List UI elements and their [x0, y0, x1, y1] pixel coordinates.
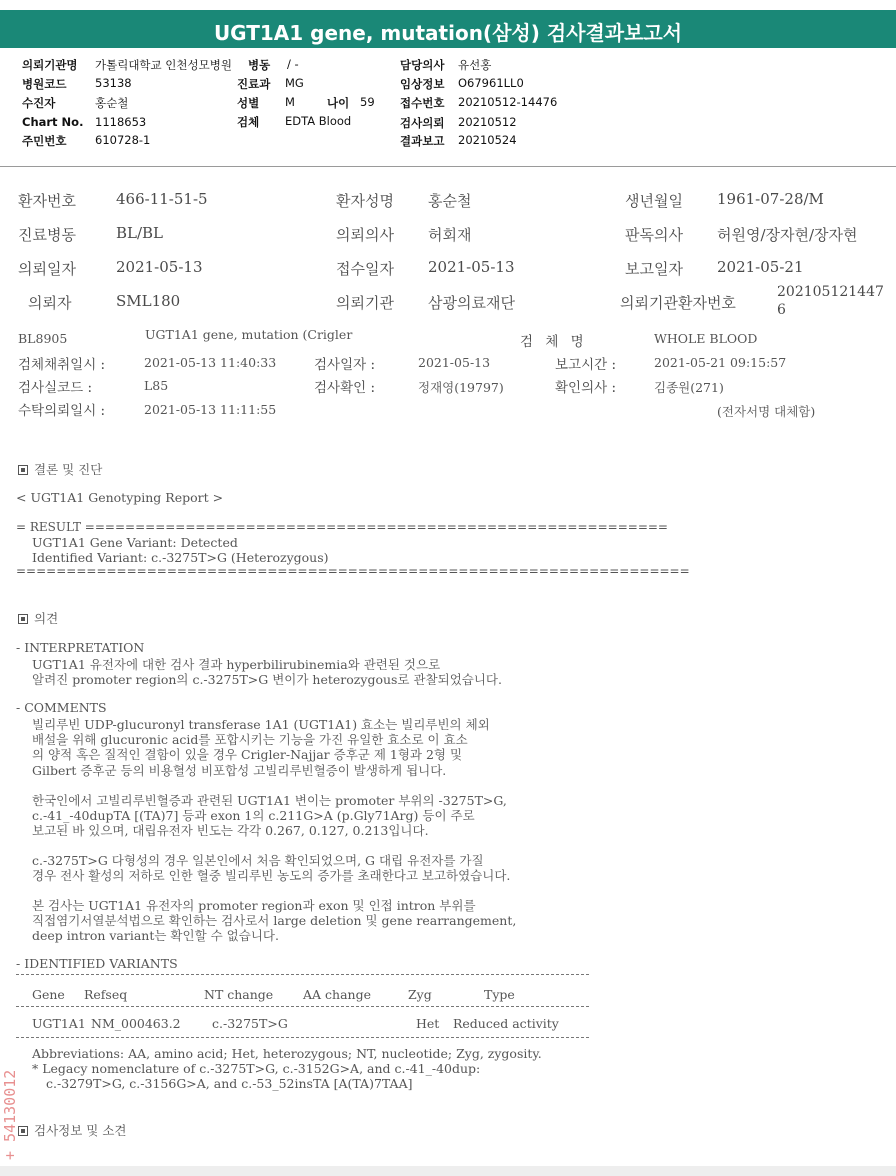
report-date-label: 보고일자 [625, 260, 683, 278]
variants-title: - IDENTIFIED VARIANTS [16, 956, 178, 971]
chart-value: 1118653 [95, 115, 147, 129]
interp-line-1: UGT1A1 유전자에 대한 검사 결과 hyperbilirubinemia와 관련된 것으로 [32, 657, 441, 672]
table-bottom-rule [16, 1037, 589, 1038]
accession-label: 접수번호 [400, 96, 445, 110]
comment-line-4: Gilbert 증후군 등의 비용혈성 비포합성 고빌리루빈혈증이 발생하게 됩니다. [32, 763, 447, 778]
room-label: 검사실코드 : [18, 380, 93, 396]
ward-label-2: 진료병동 [18, 226, 76, 244]
th-aa-change: AA change [303, 987, 371, 1002]
sex-value: M [285, 95, 295, 109]
req-org-label: 의뢰기관 [336, 294, 394, 312]
th-zyg: Zyg [408, 987, 432, 1002]
patient-no-value: 466-11-51-5 [116, 190, 208, 208]
age-label: 나이 [327, 96, 350, 110]
comment-line-10: 본 검사는 UGT1A1 유전자의 promoter region과 exon 및 인접 intron 부위를 [32, 898, 476, 913]
result-end: =================================================================== [16, 564, 690, 578]
esign-note: (전자서명 대체함) [717, 404, 816, 419]
receiver-label: 수진자 [22, 96, 56, 110]
reporttime-value: 2021-05-21 09:15:57 [654, 355, 787, 370]
req-doctor-label: 의뢰의사 [336, 226, 394, 244]
comment-line-8: c.-3275T>G 다형성의 경우 일본인에서 처음 확인되었으며, G 대립 유전자를 가질 [32, 853, 484, 868]
info-heading: 검사정보 및 소견 [18, 1121, 126, 1139]
th-type: Type [484, 987, 515, 1002]
th-refseq: Refseq [84, 987, 128, 1002]
specimen-label: 검체 [237, 115, 260, 129]
result-identified: Identified Variant: c.-3275T>G (Heterozygous) [32, 550, 329, 565]
doctor-label: 담당의사 [400, 58, 445, 72]
patient-no-label: 환자번호 [18, 192, 76, 210]
clinical-value: O67961LL0 [458, 76, 524, 90]
request-value: 20210512 [458, 115, 517, 129]
side-stamp-text: + 54130012 [1, 1069, 19, 1160]
interp-line-2: 알려진 promoter region의 c.-3275T>G 변이가 heterozygous로 관찰되었습니다. [32, 672, 502, 687]
result-gene: UGT1A1 Gene Variant: Detected [32, 535, 238, 550]
org-patient-no-value-cont: 6 [777, 302, 786, 318]
specimen-value: EDTA Blood [285, 114, 352, 128]
comment-line-2: 배설을 위해 glucuronic acid를 포합시키는 기능을 가진 유일한 효소로 이 효소 [32, 732, 468, 747]
th-gene: Gene [32, 987, 65, 1002]
request-label: 검사의뢰 [400, 116, 445, 130]
hospital-label: 의뢰기관명 [22, 58, 78, 72]
age-value: 59 [360, 95, 375, 109]
interp-title: - INTERPRETATION [16, 640, 145, 655]
comment-line-5: 한국인에서 고빌리루빈혈증과 관련된 UGT1A1 변이는 promoter 부위의 -3275T>G, [32, 793, 507, 808]
hospital-value: 가톨릭대학교 인천성모병원 [95, 58, 232, 72]
test-name: UGT1A1 gene, mutation (Crigler [145, 327, 353, 342]
side-stamp [0, 1012, 20, 1162]
confirm-doctor-label: 확인의사 : [555, 380, 617, 396]
org-patient-no-value: 202105121447 [777, 284, 884, 300]
td-nt-change: c.-3275T>G [212, 1016, 288, 1031]
td-type: Reduced activity [453, 1016, 559, 1031]
reporttime-label: 보고시간 : [555, 357, 617, 373]
dept-value: MG [285, 76, 304, 90]
code-value: 53138 [95, 76, 132, 90]
td-zyg: Het [416, 1016, 440, 1031]
comments-title: - COMMENTS [16, 700, 107, 715]
abbreviation-line-1: Abbreviations: AA, amino acid; Het, heterozygous; NT, nucleotide; Zyg, zygosity. [32, 1046, 542, 1061]
req-doctor-value: 허회재 [428, 226, 472, 244]
abbreviation-line-2: * Legacy nomenclature of c.-3275T>G, c.-3152G>A, and c.-41_-40dup: [32, 1061, 481, 1076]
birth-label: 생년월일 [625, 192, 683, 210]
comment-line-6: c.-41_-40dupTA [(TA)7] 등과 exon 1의 c.211G>A (p.Gly71Arg) 등이 주로 [32, 808, 475, 823]
report-value: 20210524 [458, 133, 517, 147]
testdate-label: 검사일자 : [314, 357, 376, 373]
th-nt-change: NT change [204, 987, 274, 1002]
birth-value: 1961-07-28/M [717, 190, 824, 208]
section-box-icon [18, 614, 28, 624]
table-top-rule [16, 974, 589, 975]
confirm-doctor-value: 김종원(271) [654, 380, 724, 395]
comment-line-9: 경우 전사 활성의 저하로 인한 혈중 빌리루빈 농도의 증가를 초래한다고 보고하였습니다. [32, 868, 511, 883]
specimen-name-label: 검 체 명 [520, 334, 588, 350]
reader-value: 허원영/장자현/장자현 [717, 226, 858, 244]
reader-label: 판독의사 [625, 226, 683, 244]
comment-line-3: 의 양적 혹은 질적인 결함이 있을 경우 Crigler-Najjar 증후군 제 1형과 2형 및 [32, 747, 463, 762]
code-label: 병원코드 [22, 77, 67, 91]
collect-label: 검체채취일시 : [18, 357, 106, 373]
receiver-value: 홍순철 [95, 96, 129, 110]
report-label: 결과보고 [400, 134, 445, 148]
req-date-label: 의뢰일자 [18, 260, 76, 278]
comment-line-11: 직접염기서열분석법으로 확인하는 검사로서 large deletion 및 gene rearrangement, [32, 913, 517, 928]
specimen-name-value: WHOLE BLOOD [654, 331, 758, 346]
chart-label: Chart No. [22, 115, 84, 129]
dept-label: 진료과 [237, 77, 271, 91]
header-divider [0, 166, 896, 167]
opinion-heading: 의견 [18, 609, 58, 627]
entrust-value: 2021-05-13 11:11:55 [144, 402, 277, 417]
room-value: L85 [144, 378, 169, 393]
requester-label: 의뢰자 [28, 294, 72, 312]
rrn-label: 주민번호 [22, 134, 67, 148]
comment-line-7: 보고된 바 있으며, 대립유전자 빈도는 각각 0.267, 0.127, 0.213입니다. [32, 823, 429, 838]
report-title: UGT1A1 gene, mutation(삼성) 검사결과보고서 [213, 21, 683, 45]
entrust-label: 수탁의뢰일시 : [18, 403, 106, 419]
req-date-value: 2021-05-13 [116, 258, 203, 276]
ward-value-2: BL/BL [116, 224, 164, 242]
testdate-value: 2021-05-13 [418, 355, 491, 370]
clinical-label: 임상정보 [400, 77, 445, 91]
section-box-icon [18, 465, 28, 475]
confirm-label: 검사확인 : [314, 380, 376, 396]
td-refseq: NM_000463.2 [91, 1016, 181, 1031]
patient-name-value: 홍순철 [428, 192, 472, 210]
patient-name-label: 환자성명 [336, 192, 394, 210]
doctor-value: 유선홍 [458, 58, 492, 72]
table-header-rule [16, 1006, 589, 1007]
ward-value: / - [287, 57, 299, 71]
conclusion-heading: 결론 및 진단 [18, 460, 102, 478]
req-org-value: 삼광의료재단 [428, 294, 515, 312]
comment-line-1: 빌리루빈 UDP-glucuronyl transferase 1A1 (UGT1A1) 효소는 빌리루빈의 체외 [32, 717, 490, 732]
bottom-bar [0, 1166, 896, 1176]
td-gene: UGT1A1 [32, 1016, 86, 1031]
confirm-value: 정재영(19797) [418, 380, 504, 395]
ward-label: 병동 [248, 58, 271, 72]
report-date-value: 2021-05-21 [717, 258, 804, 276]
result-line: = RESULT ========================================================== [16, 520, 668, 534]
genotyping-title: < UGT1A1 Genotyping Report > [16, 490, 224, 505]
recv-date-label: 접수일자 [336, 260, 394, 278]
recv-date-value: 2021-05-13 [428, 258, 515, 276]
abbreviation-line-3: c.-3279T>G, c.-3156G>A, and c.-53_52insTA [A(TA)7TAA] [46, 1076, 413, 1091]
accession-value: 20210512-14476 [458, 95, 558, 109]
requester-value: SML180 [116, 292, 181, 310]
test-code: BL8905 [18, 331, 68, 346]
comment-line-12: deep intron variant는 확인할 수 없습니다. [32, 928, 279, 943]
sex-label: 성별 [237, 96, 260, 110]
org-patient-no-label: 의뢰기관환자번호 [620, 294, 736, 312]
rrn-value: 610728-1 [95, 133, 151, 147]
collect-value: 2021-05-13 11:40:33 [144, 355, 277, 370]
